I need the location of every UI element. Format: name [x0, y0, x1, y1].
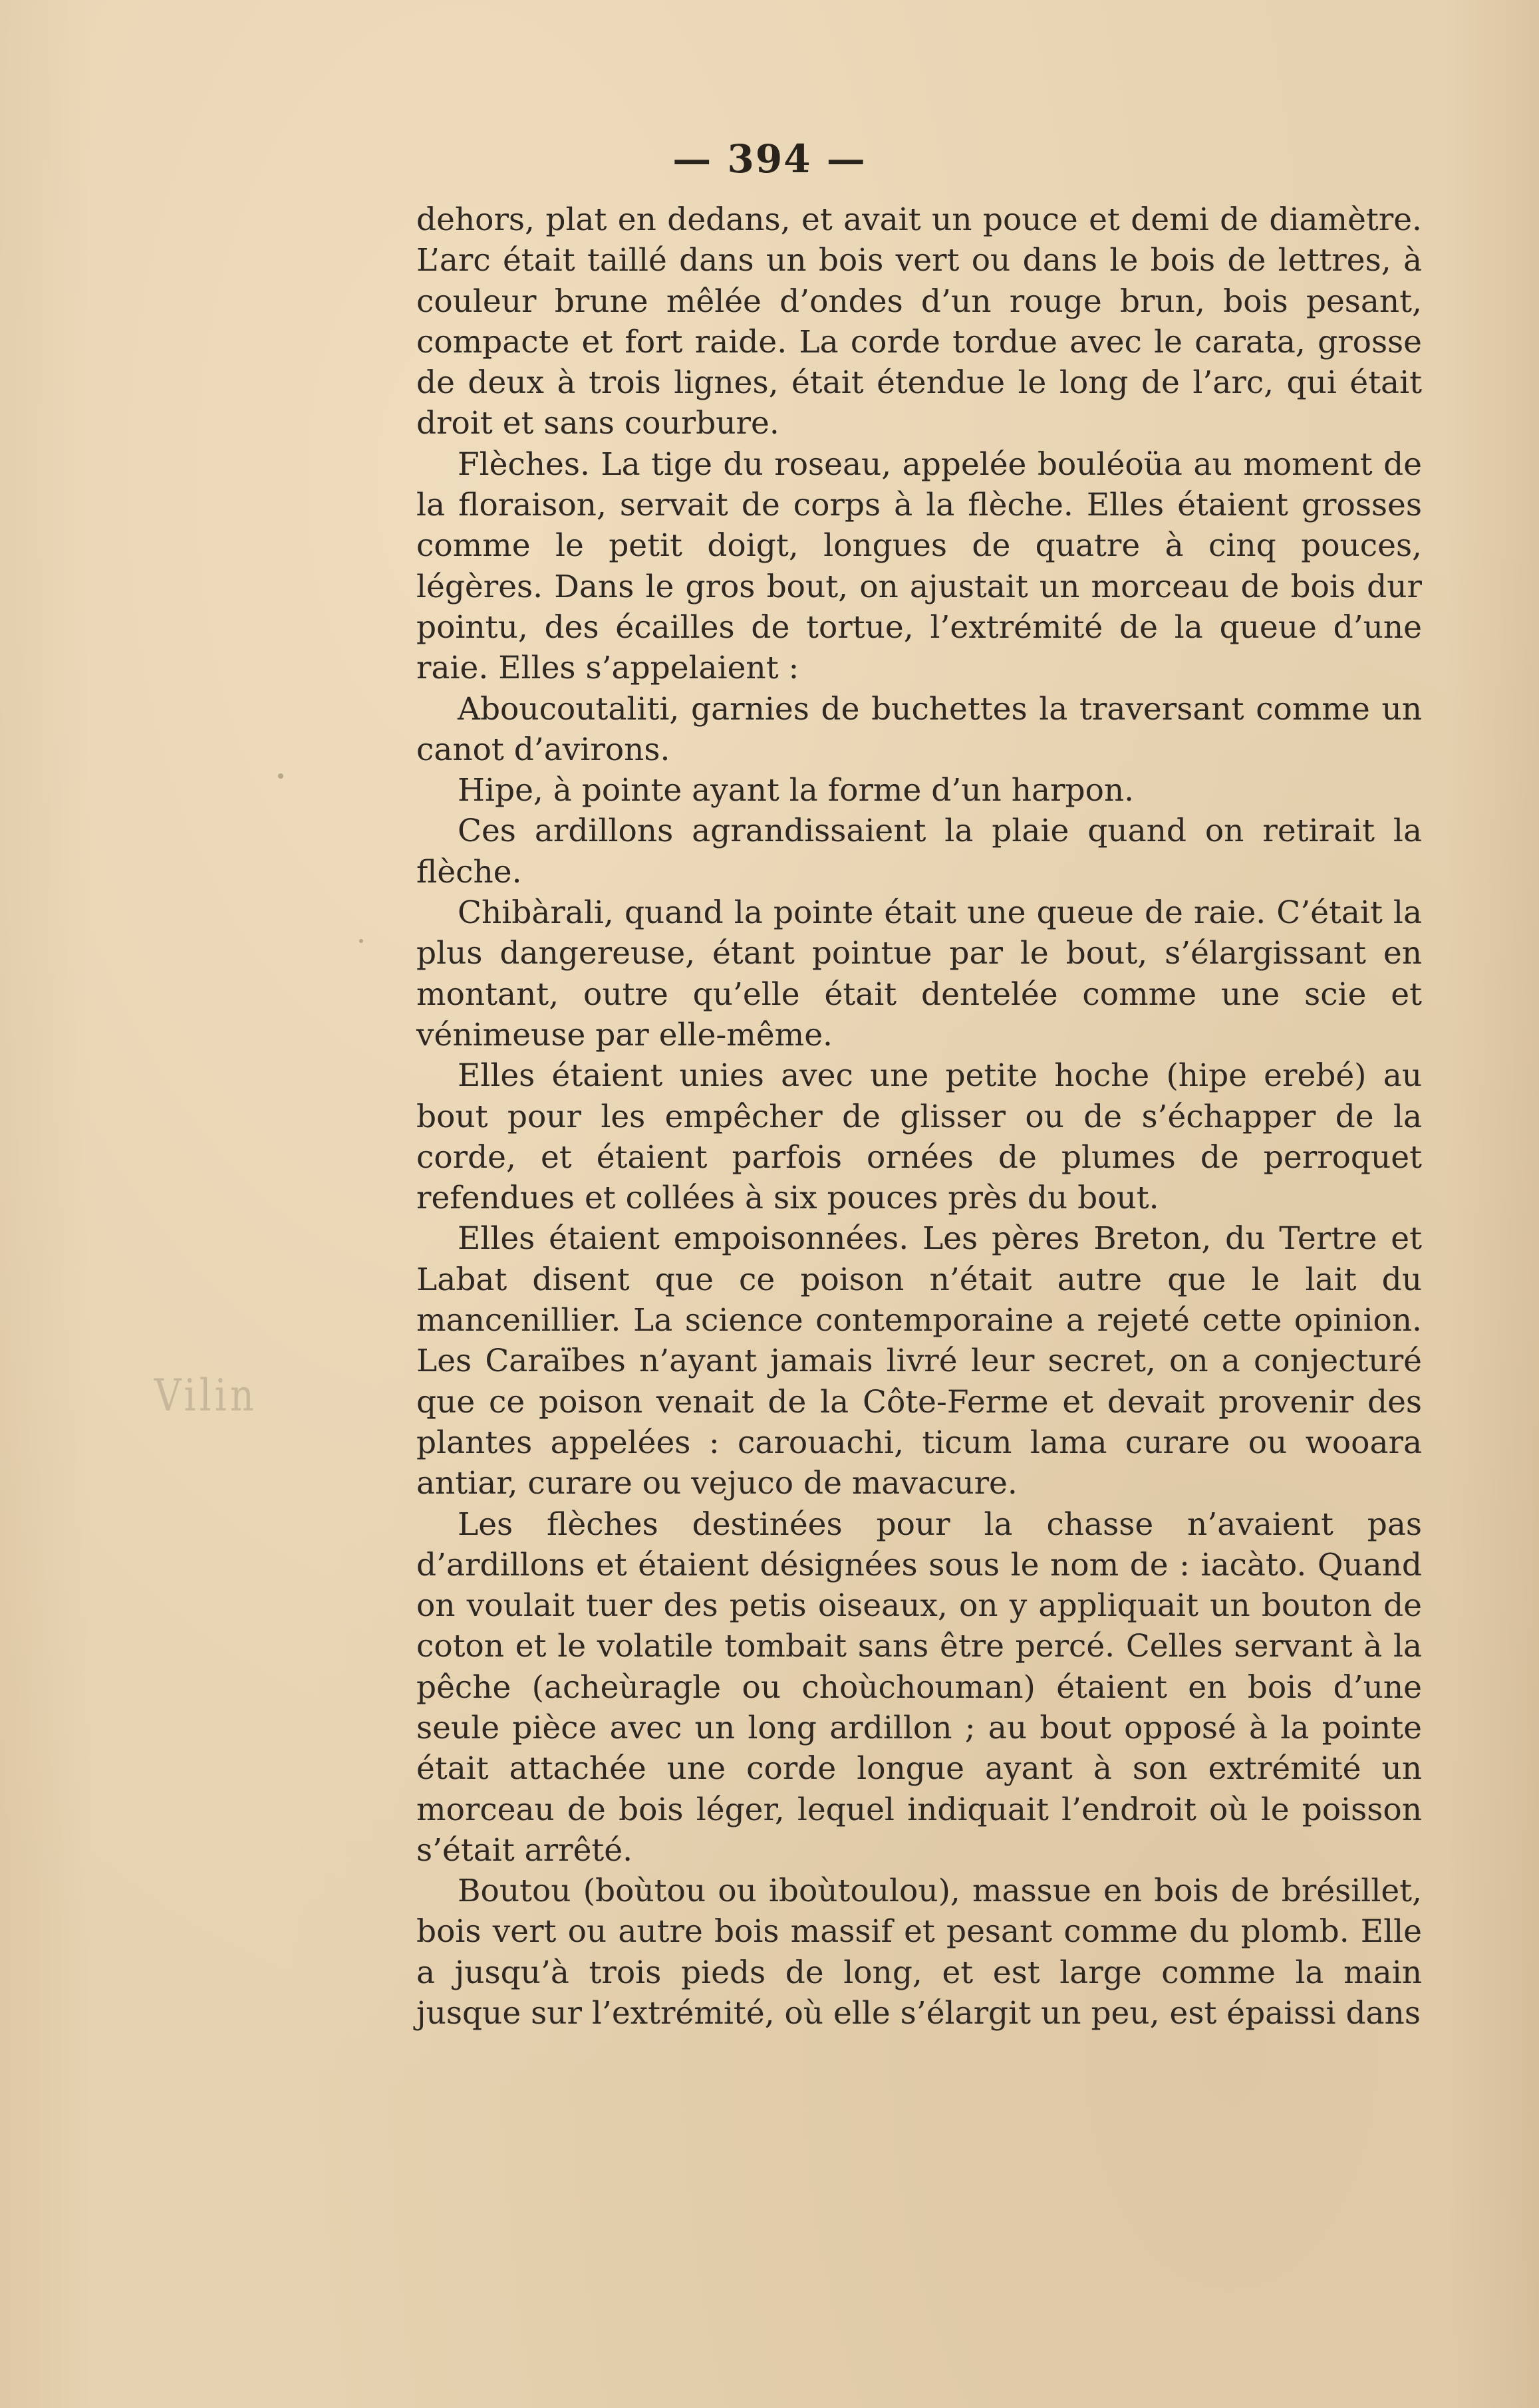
paragraph: Ces ardillons agrandissaient la plaie quand on retirait la flèche. [416, 813, 1422, 890]
paragraph: Les flèches destinées pour la chasse n’avaient pas d’ardillons et étaient désignées sous le nom de : iacàto. Quand on voulait tuer des petis oiseaux, on y appliquait un bouton de coton et le volatile tombait sans être percé. Celles servant à la pêche (acheùragle ou choùchouman) étaient en bois d’une seule pièce avec un long ardillon ; au bout opposé à la pointe était attachée une corde longue ayant à son extrémité un morceau de bois léger, lequel indiquait l’endroit où le poisson s’était arrêté. [416, 1506, 1422, 1869]
paragraph: dehors, plat en dedans, et avait un pouce et demi de diamètre. L’arc était taillé dans un bois vert ou dans le bois de lettres, à couleur brune mêlée d’ondes d’un rouge brun, bois pesant, compacte et fort raide. La corde tordue avec le carata, grosse de deux à trois lignes, était étendue le long de l’arc, qui était droit et sans courbure. [416, 201, 1422, 442]
paragraph: Chibàrali, quand la pointe était une queue de raie. C’était la plus dangereuse, étant pointue par le bout, s’élargissant en montant, outre qu’elle était dentelée comme une scie et vénimeuse par elle-même. [416, 894, 1422, 1053]
paragraph: Elles étaient unies avec une petite hoche (hipe erebé) au bout pour les empêcher de glisser ou de s’échapper de la corde, et étaient parfois ornées de plumes de perroquet refendues et collées à six pouces près du bout. [416, 1057, 1422, 1217]
paper-speck [278, 773, 283, 779]
paragraph: Hipe, à pointe ayant la forme d’un harpon. [458, 772, 1135, 809]
body-text [416, 200, 1422, 2034]
paper-speck [359, 939, 363, 943]
paragraph: Boutou (boùtou ou iboùtoulou), massue en bois de brésillet, bois vert ou autre bois massif et pesant comme du plomb. Elle a jusqu’à trois pieds de long, et est large comme la main jusque sur l’extrémité, où elle s’élargit un peu, est épaissi dans [416, 1873, 1422, 2032]
margin-stamp: Vilin [154, 1370, 257, 1421]
paragraph: Elles étaient empoisonnées. Les pères Breton, du Tertre et Labat disent que ce poison n’était autre que le lait du mancenillier. La science contemporaine a rejeté cette opinion. Les Caraïbes n’ayant jamais livré leur secret, on a conjecturé que ce poison venait de la Côte-Ferme et devait provenir des plantes appelées : carouachi, ticum lama curare ou wooara antiar, curare ou vejuco de mavacure. [416, 1220, 1422, 1502]
paragraph: Flèches. La tige du roseau, appelée bouléoüa au moment de la floraison, servait de corps à la flèche. Elles étaient grosses comme le petit doigt, longues de quatre à cinq pouces, légères. Dans le gros bout, on ajustait un morceau de bois dur pointu, des écailles de tortue, l’extrémité de la queue d’une raie. Elles s’appelaient : [416, 446, 1422, 687]
paragraph: Aboucoutaliti, garnies de buchettes la traversant comme un canot d’avirons. [416, 690, 1422, 768]
page-number: — 394 — [672, 136, 867, 182]
